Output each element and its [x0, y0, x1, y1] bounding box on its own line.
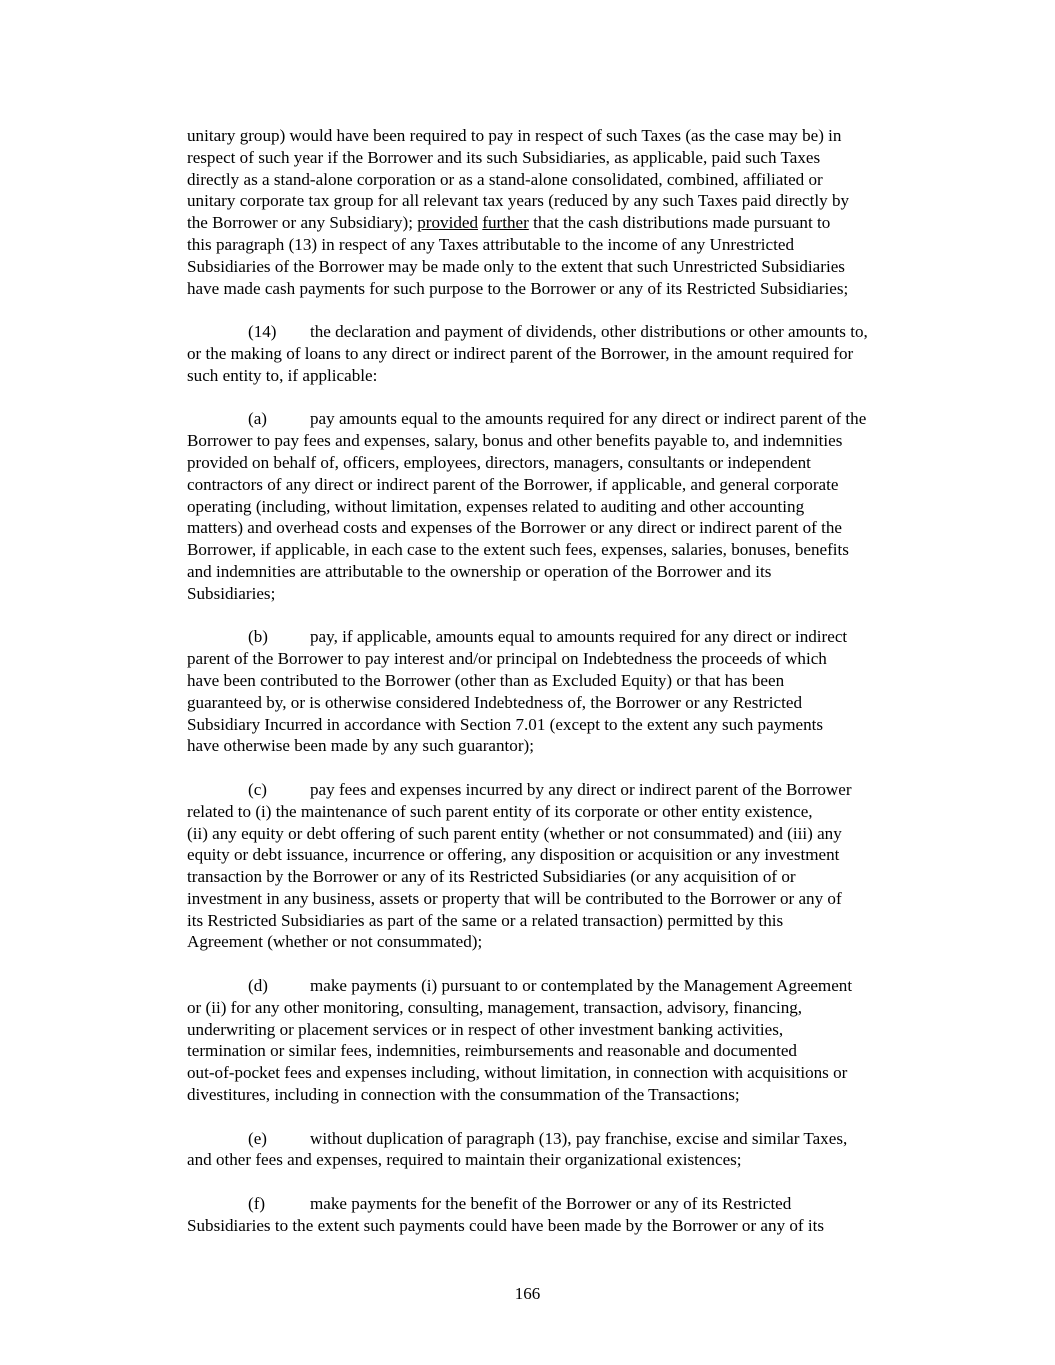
text-line: Subsidiaries;	[187, 583, 276, 603]
text-line: respect of such year if the Borrower and its such Subsidiaries, as applicable, paid such Taxes	[187, 147, 821, 167]
text-line: equity or debt issuance, incurrence or offering, any disposition or acquisition or any investment	[187, 845, 840, 865]
text-line: Borrower to pay fees and expenses, salary, bonus and other benefits payable to, and indemnities	[187, 431, 843, 451]
text-line: guaranteed by, or is otherwise considered Indebtedness of, the Borrower or any Restricted	[187, 692, 803, 712]
text-line: directly as a stand-alone corporation or as a stand-alone consolidated, combined, affiliated or	[187, 169, 823, 189]
text-line: have made cash payments for such purpose to the Borrower or any of its Restricted Subsidiaries;	[187, 278, 849, 298]
paragraph-number: (e)	[248, 1128, 267, 1148]
paragraph-d	[187, 975, 932, 1106]
text-segment: pay, if applicable, amounts equal to amounts required for any direct or indirect	[310, 627, 848, 647]
text-line: out-of-pocket fees and expenses including, without limitation, in connection with acquisitions or	[187, 1063, 848, 1083]
text-segment: pay fees and expenses incurred by any direct or indirect parent of the Borrower	[310, 779, 852, 799]
text-line: underwriting or placement services or in respect of other investment banking activities,	[187, 1019, 784, 1039]
text-line: unitary group) would have been required to pay in respect of such Taxes (as the case may be) in	[187, 126, 842, 145]
paragraph-number: (a)	[248, 409, 267, 429]
text-line: Agreement (whether or not consummated);	[187, 932, 483, 952]
text-line: have been contributed to the Borrower (other than as Excluded Equity) or that has been	[187, 670, 785, 690]
text-segment: that the cash distributions made pursuant to	[528, 213, 831, 233]
text-segment: pay amounts equal to the amounts required for any direct or indirect parent of the	[310, 409, 867, 429]
paragraph-number: (14)	[248, 322, 277, 342]
text-line	[187, 779, 932, 801]
text-line: Subsidiaries to the extent such payments could have been made by the Borrower or any of its	[187, 1215, 825, 1235]
text-segment: the Borrower or any Subsidiary);	[187, 213, 418, 233]
text-line: termination or similar fees, indemnities, reimbursements and reasonable and documented	[187, 1041, 797, 1061]
further-underlined: further	[482, 213, 529, 233]
text-line: this paragraph (13) in respect of any Taxes attributable to the income of any Unrestricted	[187, 234, 795, 254]
text-line	[187, 408, 932, 430]
text-line: contractors of any direct or indirect parent of the Borrower, if applicable, and general corporate	[187, 474, 839, 494]
paragraph-b	[187, 626, 932, 757]
text-line: unitary corporate tax group for all relevant tax years (reduced by any such Taxes paid directly by	[187, 191, 850, 211]
paragraph-e	[187, 1128, 932, 1172]
text-line: transaction by the Borrower or any of its Restricted Subsidiaries (or any acquisition of or	[187, 867, 796, 887]
paragraph-14	[187, 321, 932, 386]
text-line: related to (i) the maintenance of such parent entity of its corporate or other entity existence,	[187, 801, 813, 821]
text-segment: the declaration and payment of dividends, other distributions or other amounts to,	[310, 322, 868, 342]
text-line: matters) and overhead costs and expenses of the Borrower or any direct or indirect parent of the	[187, 518, 843, 538]
text-line: and indemnities are attributable to the ownership or operation of the Borrower and its	[187, 561, 772, 581]
paragraph-13-continuation	[187, 125, 932, 299]
text-segment: make payments (i) pursuant to or contemplated by the Management Agreement	[310, 976, 853, 996]
text-segment: make payments for the benefit of the Borrower or any of its Restricted	[310, 1194, 792, 1214]
text-line	[187, 626, 932, 648]
text-line: or the making of loans to any direct or indirect parent of the Borrower, in the amount required for	[187, 343, 854, 363]
text-line: divestitures, including in connection with the consummation of the Transactions;	[187, 1085, 740, 1105]
text-line: investment in any business, assets or property that will be contributed to the Borrower or any of	[187, 888, 842, 908]
provided-underlined: provided	[417, 213, 479, 233]
text-line: operating (including, without limitation, expenses related to auditing and other accounting	[187, 496, 805, 516]
text-line	[187, 1193, 932, 1215]
text-line: its Restricted Subsidiaries as part of the same or a related transaction) permitted by this	[187, 910, 784, 930]
text-line: Subsidiaries of the Borrower may be made only to the extent that such Unrestricted Subsidiaries	[187, 256, 845, 276]
text-line: and other fees and expenses, required to maintain their organizational existences;	[187, 1150, 742, 1170]
text-line	[187, 212, 932, 234]
text-line: such entity to, if applicable:	[187, 365, 378, 385]
document-page	[187, 125, 932, 1258]
text-line	[187, 321, 932, 343]
paragraph-number: (c)	[248, 779, 267, 799]
paragraph-f	[187, 1193, 932, 1237]
text-line: Subsidiary Incurred in accordance with Section 7.01 (except to the extent any such payments	[187, 714, 824, 734]
text-line: have otherwise been made by any such guarantor);	[187, 736, 534, 756]
text-line	[187, 1128, 932, 1150]
text-line: parent of the Borrower to pay interest and/or principal on Indebtedness the proceeds of which	[187, 649, 827, 669]
text-line: Borrower, if applicable, in each case to the extent such fees, expenses, salaries, bonuses, benefits	[187, 540, 849, 560]
paragraph-number: (d)	[248, 976, 268, 996]
text-line: provided on behalf of, officers, employees, directors, managers, consultants or independent	[187, 452, 811, 472]
paragraph-number: (f)	[248, 1194, 266, 1214]
text-line: (ii) any equity or debt offering of such parent entity (whether or not consummated) and (iii) any	[187, 823, 842, 843]
paragraph-a	[187, 408, 932, 604]
paragraph-number: (b)	[248, 627, 268, 647]
text-segment: without duplication of paragraph (13), pay franchise, excise and similar Taxes,	[310, 1128, 848, 1148]
paragraph-c	[187, 779, 932, 953]
text-line: or (ii) for any other monitoring, consulting, management, transaction, advisory, financing,	[187, 997, 803, 1017]
text-line	[187, 975, 932, 997]
page-number: 166	[514, 1284, 541, 1303]
